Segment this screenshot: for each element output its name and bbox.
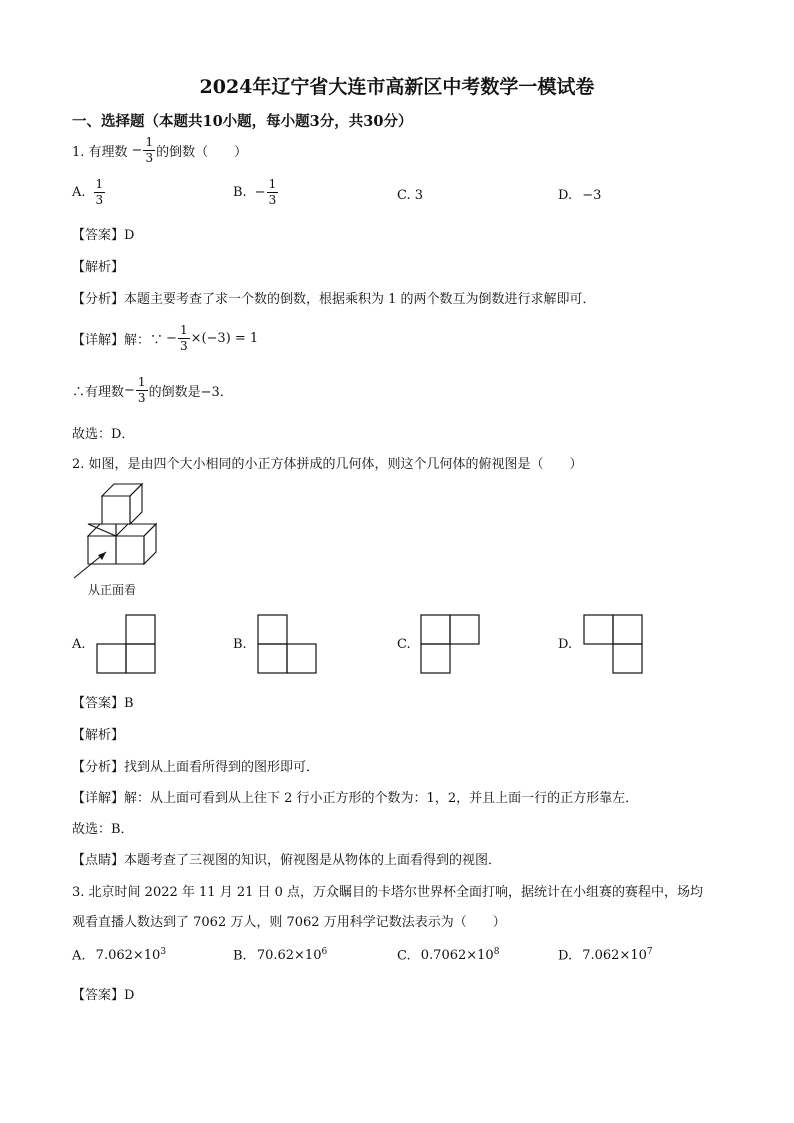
q3-stem-line1: 3. 北京时间 2022 年 11 月 21 日 0 点，万众瞩目的卡塔尔世界杯全面打响，据统计在小组赛的赛程中，场均 bbox=[72, 885, 704, 900]
xiangjie-tag: 【详解】 bbox=[72, 332, 125, 348]
fraction-numerator: 1 bbox=[179, 323, 188, 337]
q2-option-b-letter[interactable]: B. bbox=[233, 637, 247, 652]
xiangjie-neg: − bbox=[166, 330, 177, 346]
q2-choose: 故选：B． bbox=[72, 822, 134, 837]
fraction-denominator: 3 bbox=[145, 150, 154, 165]
q3-answer bbox=[72, 984, 134, 1003]
option-sign: − bbox=[254, 184, 266, 200]
q2-option-c-figure bbox=[420, 614, 482, 674]
q3-option-c[interactable] bbox=[397, 947, 499, 963]
xiangjie-tag: 【详解】 bbox=[72, 791, 125, 806]
q2-xiangjie bbox=[72, 787, 638, 806]
q1-fraction bbox=[143, 136, 155, 164]
q2-option-a-letter[interactable]: A. bbox=[72, 637, 86, 652]
option-letter: A. bbox=[72, 948, 86, 964]
conclusion-prefix: ∴有理数 bbox=[72, 384, 125, 400]
q3-option-b[interactable] bbox=[233, 947, 327, 963]
conclusion-suffix: 的倒数是−3． bbox=[148, 384, 233, 400]
fraction-numerator: 1 bbox=[268, 177, 277, 191]
q1-xiangjie bbox=[72, 324, 258, 352]
option-letter: B. bbox=[233, 184, 247, 200]
xiangjie-suffix: ×(−3) = 1 bbox=[190, 330, 259, 346]
fenxi-tag: 【分析】 bbox=[72, 760, 125, 775]
option-letter: B. bbox=[233, 948, 247, 964]
q1-option-c[interactable] bbox=[397, 188, 423, 203]
conclusion-fraction bbox=[136, 376, 148, 404]
q2-analysis-tag: 【解析】 bbox=[72, 728, 125, 743]
section-header: 一、选择题（本题共10小题，每小题3分，共30分） bbox=[72, 113, 413, 130]
option-letter: C. bbox=[397, 188, 411, 203]
dianjing-text: 本题考查了三视图的知识，俯视图是从物体的上面看得到的视图． bbox=[124, 853, 502, 868]
q1-stem bbox=[72, 136, 247, 164]
answer-tag: 【答案】 bbox=[72, 696, 125, 711]
q1-analysis-tag: 【解析】 bbox=[72, 260, 125, 275]
option-fraction bbox=[94, 178, 106, 206]
q2-option-d-figure bbox=[583, 614, 645, 674]
fraction-numerator: 1 bbox=[137, 375, 146, 389]
fraction-denominator: 3 bbox=[95, 192, 104, 207]
fraction-denominator: 3 bbox=[137, 390, 146, 405]
option-letter: D. bbox=[558, 188, 573, 203]
q1-option-d[interactable] bbox=[558, 188, 601, 203]
fraction-denominator: 3 bbox=[179, 338, 188, 353]
option-letter: C. bbox=[397, 948, 411, 964]
q1-fenxi bbox=[72, 288, 596, 307]
q1-stem-suffix: 的倒数（ ） bbox=[156, 144, 248, 160]
answer-value: D bbox=[124, 988, 135, 1003]
q2-option-c-letter[interactable]: C. bbox=[397, 637, 411, 652]
q3-stem-line2: 观看直播人数达到了 7062 万人，则 7062 万用科学记数法表示为（ ） bbox=[72, 915, 506, 930]
option-exponent: 6 bbox=[321, 947, 328, 957]
q3-option-a[interactable] bbox=[72, 947, 166, 963]
q1-option-a[interactable] bbox=[72, 178, 106, 206]
q1-answer bbox=[72, 224, 134, 243]
q2-answer bbox=[72, 692, 134, 711]
q2-option-b-figure bbox=[257, 614, 319, 674]
q1-stem-prefix: 1. 有理数 bbox=[72, 144, 128, 160]
fraction-numerator: 1 bbox=[95, 177, 104, 191]
fenxi-tag: 【分析】 bbox=[72, 292, 125, 307]
option-text: −3 bbox=[582, 188, 602, 203]
fenxi-text: 本题主要考查了求一个数的倒数，根据乘积为 1 的两个数互为倒数进行求解即可． bbox=[124, 292, 596, 307]
q2-option-d-letter[interactable]: D. bbox=[558, 637, 573, 652]
q1-conclusion bbox=[72, 376, 233, 404]
option-base: 7.062×10 bbox=[582, 948, 647, 964]
dianjing-tag: 【点睛】 bbox=[72, 853, 125, 868]
answer-tag: 【答案】 bbox=[72, 228, 125, 243]
fraction-denominator: 3 bbox=[268, 192, 277, 207]
q2-dianjing bbox=[72, 849, 501, 868]
conclusion-neg: − bbox=[124, 382, 135, 398]
option-letter: D. bbox=[558, 948, 573, 964]
xiangjie-fraction bbox=[178, 324, 190, 352]
q1-option-b[interactable] bbox=[233, 178, 279, 206]
fraction-numerator: 1 bbox=[145, 135, 154, 149]
answer-tag: 【答案】 bbox=[72, 988, 125, 1003]
option-text: 3 bbox=[414, 188, 424, 203]
option-exponent: 7 bbox=[646, 947, 653, 957]
q1-neg-sign: − bbox=[131, 142, 143, 158]
q3-option-d[interactable] bbox=[558, 947, 653, 963]
front-view-label: 从正面看 bbox=[88, 583, 137, 597]
q2-cube-figure bbox=[70, 478, 170, 588]
option-exponent: 8 bbox=[493, 947, 500, 957]
xiangjie-prefix: 解：∵ bbox=[124, 332, 164, 348]
q2-fenxi bbox=[72, 756, 319, 775]
answer-value: B bbox=[124, 696, 134, 711]
q1-choose: 故选：D． bbox=[72, 427, 135, 442]
q2-option-a-figure bbox=[96, 614, 158, 674]
option-letter: A. bbox=[72, 184, 86, 200]
fenxi-text: 找到从上面看所得到的图形即可． bbox=[124, 760, 320, 775]
option-fraction bbox=[267, 178, 279, 206]
option-base: 70.62×10 bbox=[256, 948, 322, 964]
option-base: 0.7062×10 bbox=[420, 948, 494, 964]
answer-value: D bbox=[124, 228, 135, 243]
page-title: 2024年辽宁省大连市高新区中考数学一模试卷 bbox=[199, 76, 595, 98]
option-exponent: 3 bbox=[160, 947, 167, 957]
xiangjie-text: 解：从上面可看到从上往下 2 行小正方形的个数为：1，2，并且上面一行的正方形靠左． bbox=[124, 791, 639, 806]
option-base: 7.062×10 bbox=[95, 948, 161, 964]
q2-stem: 2. 如图，是由四个大小相同的小正方体拼成的几何体，则这个几何体的俯视图是（ ） bbox=[72, 457, 583, 472]
